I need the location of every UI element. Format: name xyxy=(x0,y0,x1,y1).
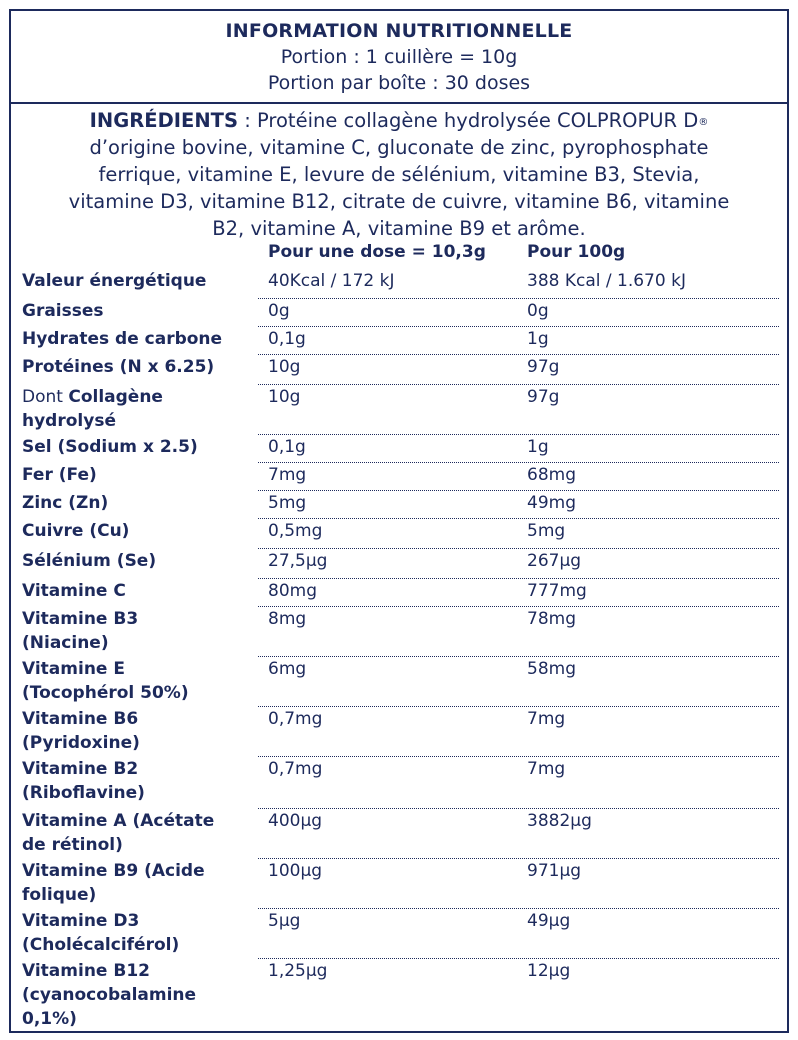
value-per-dose: 40Kcal / 172 kJ xyxy=(268,271,395,291)
value-per-100g: 12µg xyxy=(527,961,571,981)
value-per-dose: 100µg xyxy=(268,861,323,881)
nutrient-name-line: Fer (Fe) xyxy=(22,465,97,485)
nutrient-name-line: Zinc (Zn) xyxy=(22,493,109,513)
nutrient-name-line: (cyanocobalamine xyxy=(22,985,197,1005)
value-per-100g: 0g xyxy=(527,301,549,321)
nutrient-name xyxy=(22,909,247,957)
portions-per-box: Portion par boîte : 30 doses xyxy=(267,72,531,94)
nutrient-name xyxy=(22,809,247,857)
nutrient-name xyxy=(22,607,247,655)
value-per-100g: 1g xyxy=(527,329,549,349)
nutrient-name-line: Vitamine A (Acétate xyxy=(22,811,215,831)
nutrient-name-line: Valeur énergétique xyxy=(22,271,207,291)
registered-mark: ® xyxy=(698,117,709,128)
ingredients-line: d’origine bovine, vitamine C, gluconate de zinc, pyrophosphate xyxy=(89,136,709,159)
value-per-dose: 10g xyxy=(268,387,301,407)
nutrition-label-frame xyxy=(9,9,789,1033)
nutrient-name-line: Cuivre (Cu) xyxy=(22,521,130,541)
nutrient-name-line: (Niacine) xyxy=(22,633,109,653)
value-per-100g: 7mg xyxy=(527,709,566,729)
nutrient-name xyxy=(22,435,247,459)
table-row xyxy=(11,299,787,327)
nutrient-name-line: folique) xyxy=(22,885,97,905)
table-row xyxy=(11,269,787,299)
value-per-100g: 97g xyxy=(527,357,560,377)
table-row xyxy=(11,463,787,491)
nutrient-name-line: Vitamine B6 xyxy=(22,709,139,729)
value-per-dose: 0,1g xyxy=(268,329,306,349)
table-row xyxy=(11,327,787,355)
nutrient-name-line: (Pyridoxine) xyxy=(22,733,140,753)
column-header-dose: Pour une dose = 10,3g xyxy=(268,242,486,262)
value-per-100g: 1g xyxy=(527,437,549,457)
column-header-100g: Pour 100g xyxy=(527,242,626,262)
value-per-dose: 400µg xyxy=(268,811,323,831)
value-per-100g: 68mg xyxy=(527,465,576,485)
value-per-100g: 58mg xyxy=(527,659,576,679)
value-per-dose: 1,25µg xyxy=(268,961,328,981)
nutrient-name xyxy=(22,859,247,907)
nutrient-name-line: Protéines (N x 6.25) xyxy=(22,357,215,377)
value-per-100g: 971µg xyxy=(527,861,582,881)
value-per-100g: 49µg xyxy=(527,911,571,931)
value-per-100g: 267µg xyxy=(527,551,582,571)
value-per-100g: 97g xyxy=(527,387,560,407)
value-per-dose: 7mg xyxy=(268,465,307,485)
table-row xyxy=(11,757,787,809)
value-per-100g: 5mg xyxy=(527,521,566,541)
nutrient-name-line: (Tocophérol 50%) xyxy=(22,683,189,703)
nutrient-name xyxy=(22,959,247,1031)
value-per-dose: 0,7mg xyxy=(268,759,323,779)
nutrient-name xyxy=(22,299,247,323)
nutrient-name-line: Vitamine B3 xyxy=(22,609,139,629)
ingredients-line xyxy=(25,107,773,134)
value-per-dose: 0g xyxy=(268,301,290,321)
table-row xyxy=(11,355,787,385)
nutrient-name-line: de rétinol) xyxy=(22,835,123,855)
nutrient-name-line: Graisses xyxy=(22,301,104,321)
value-per-dose: 0,7mg xyxy=(268,709,323,729)
table-row xyxy=(11,607,787,657)
nutrient-name-line: Vitamine B2 xyxy=(22,759,139,779)
nutrient-name xyxy=(22,519,247,543)
table-row xyxy=(11,385,787,435)
value-per-100g: 388 Kcal / 1.670 kJ xyxy=(527,271,686,291)
nutrient-name xyxy=(22,269,247,293)
value-per-dose: 8mg xyxy=(268,609,307,629)
table-row xyxy=(11,519,787,549)
nutrient-name-line: Vitamine B9 (Acide xyxy=(22,861,205,881)
value-per-dose: 80mg xyxy=(268,581,317,601)
table-row xyxy=(11,491,787,519)
value-per-100g: 78mg xyxy=(527,609,576,629)
nutrient-name-line: 0,1%) xyxy=(22,1009,77,1029)
value-per-100g: 777mg xyxy=(527,581,587,601)
table-row xyxy=(11,959,787,1039)
nutrient-name xyxy=(22,549,247,573)
ingredients-text: : Protéine collagène hydrolysée COLPROPUR D xyxy=(238,109,699,132)
table-row xyxy=(11,435,787,463)
nutrient-name xyxy=(22,355,247,379)
nutrient-name-line: (Cholécalciférol) xyxy=(22,935,180,955)
table-row xyxy=(11,579,787,607)
value-per-dose: 0,5mg xyxy=(268,521,323,541)
ingredients-line: ferrique, vitamine E, levure de sélénium, vitamine B3, Stevia, xyxy=(98,163,700,186)
value-per-100g: 7mg xyxy=(527,759,566,779)
nutrient-name-line: Collagène xyxy=(68,387,163,407)
ingredients-block xyxy=(25,107,773,242)
nutrient-prefix: Dont xyxy=(22,387,69,407)
table-row xyxy=(11,909,787,959)
value-per-dose: 5µg xyxy=(268,911,301,931)
ingredients-label: INGRÉDIENTS xyxy=(89,109,239,132)
value-per-dose: 27,5µg xyxy=(268,551,328,571)
value-per-dose: 10g xyxy=(268,357,301,377)
nutrient-name xyxy=(22,757,247,805)
table-row xyxy=(11,657,787,707)
nutrient-name xyxy=(22,327,247,351)
nutrient-name xyxy=(22,707,247,755)
nutrient-name-line: Vitamine C xyxy=(22,581,126,601)
table-row xyxy=(11,707,787,757)
nutrition-header xyxy=(11,11,787,104)
nutrient-name-line: Sélénium (Se) xyxy=(22,551,157,571)
ingredients-line: B2, vitamine A, vitamine B9 et arôme. xyxy=(212,217,586,240)
table-row xyxy=(11,809,787,859)
table-row xyxy=(11,549,787,579)
nutrient-name xyxy=(22,463,247,487)
nutrient-name xyxy=(22,579,247,603)
value-per-dose: 6mg xyxy=(268,659,307,679)
nutrient-name-line: Vitamine E xyxy=(22,659,125,679)
nutrient-name-line: (Riboflavine) xyxy=(22,783,145,803)
nutrient-name xyxy=(22,385,247,433)
nutrient-name-line: Vitamine B12 xyxy=(22,961,150,981)
portion-size: Portion : 1 cuillère = 10g xyxy=(280,46,518,68)
table-row xyxy=(11,859,787,909)
value-per-100g: 49mg xyxy=(527,493,576,513)
nutrient-name-line: Sel (Sodium x 2.5) xyxy=(22,437,198,457)
nutrient-name xyxy=(22,657,247,705)
nutrient-name-line: hydrolysé xyxy=(22,411,116,431)
ingredients-line: vitamine D3, vitamine B12, citrate de cuivre, vitamine B6, vitamine xyxy=(68,190,730,213)
value-per-dose: 0,1g xyxy=(268,437,306,457)
nutrient-name-line: Vitamine D3 xyxy=(22,911,140,931)
nutrient-name-line: Hydrates de carbone xyxy=(22,329,223,349)
value-per-dose: 5mg xyxy=(268,493,307,513)
nutrition-title: INFORMATION NUTRITIONNELLE xyxy=(225,20,573,42)
value-per-100g: 3882µg xyxy=(527,811,592,831)
nutrient-name xyxy=(22,491,247,515)
